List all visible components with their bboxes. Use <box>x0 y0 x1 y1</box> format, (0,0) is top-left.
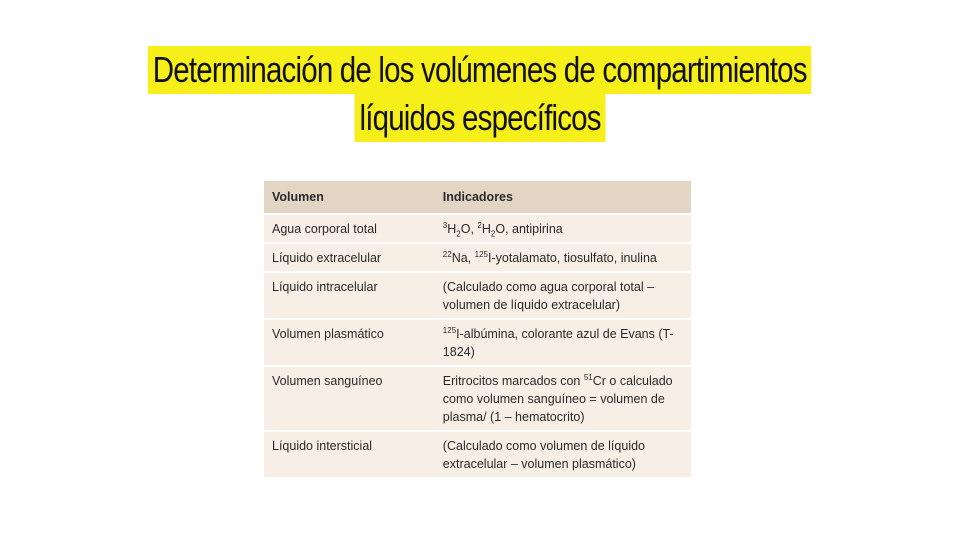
volume-cell: Líquido intracelular <box>264 272 435 319</box>
table-row <box>264 214 691 243</box>
isotope-superscript: 125 <box>442 325 457 335</box>
indicator-cell <box>435 243 691 272</box>
volume-cell: Agua corporal total <box>264 214 435 243</box>
subscript: 2 <box>490 229 496 239</box>
indicator-text: H <box>447 222 457 236</box>
volume-cell: Líquido extracelular <box>264 243 435 272</box>
indicator-text: H <box>481 222 491 236</box>
indicator-cell <box>435 319 691 366</box>
slide-title <box>0 46 960 142</box>
indicator-text: O, <box>460 222 478 236</box>
indicator-text: I-albúmina, colorante azul de Evans (T-1824) <box>442 327 674 359</box>
indicator-text: I-yotalamato, tiosulfato, inulina <box>488 251 657 265</box>
volume-indicators-table <box>264 181 691 477</box>
indicator-cell <box>435 431 691 477</box>
indicator-text: Na, <box>451 251 475 265</box>
title-line-2: líquidos específicos <box>354 94 605 142</box>
indicator-text: (Calculado como agua corporal total – volumen de líquido extracelular) <box>442 280 655 312</box>
isotope-superscript: 125 <box>474 249 488 259</box>
header-indicadores: Indicadores <box>435 181 691 214</box>
isotope-superscript: 51 <box>583 372 593 382</box>
table-row <box>264 431 691 477</box>
indicator-cell <box>435 366 691 431</box>
indicator-text: O, antipirina <box>495 222 563 236</box>
indicator-text: (Calculado como volumen de líquido extracelular – volumen plasmático) <box>442 439 645 471</box>
table-header-row <box>264 181 691 214</box>
indicator-cell <box>435 272 691 319</box>
header-volumen: Volumen <box>264 181 435 214</box>
table-row <box>264 366 691 431</box>
volume-cell: Líquido intersticial <box>264 431 435 477</box>
volume-cell: Volumen sanguíneo <box>264 366 435 431</box>
isotope-superscript: 2 <box>477 220 482 230</box>
title-line-1: Determinación de los volúmenes de compartimientos <box>148 46 812 94</box>
table-row <box>264 272 691 319</box>
isotope-superscript: 3 <box>442 220 448 230</box>
isotope-superscript: 22 <box>442 249 452 259</box>
indicator-text: Cr o calculado como volumen sanguíneo = volumen de plasma/ (1 – hematocrito) <box>442 374 673 424</box>
table-row <box>264 319 691 366</box>
table-row <box>264 243 691 272</box>
indicator-cell <box>435 214 691 243</box>
volume-cell: Volumen plasmático <box>264 319 435 366</box>
subscript: 2 <box>456 229 461 239</box>
indicator-text: Eritrocitos marcados con <box>442 374 584 388</box>
